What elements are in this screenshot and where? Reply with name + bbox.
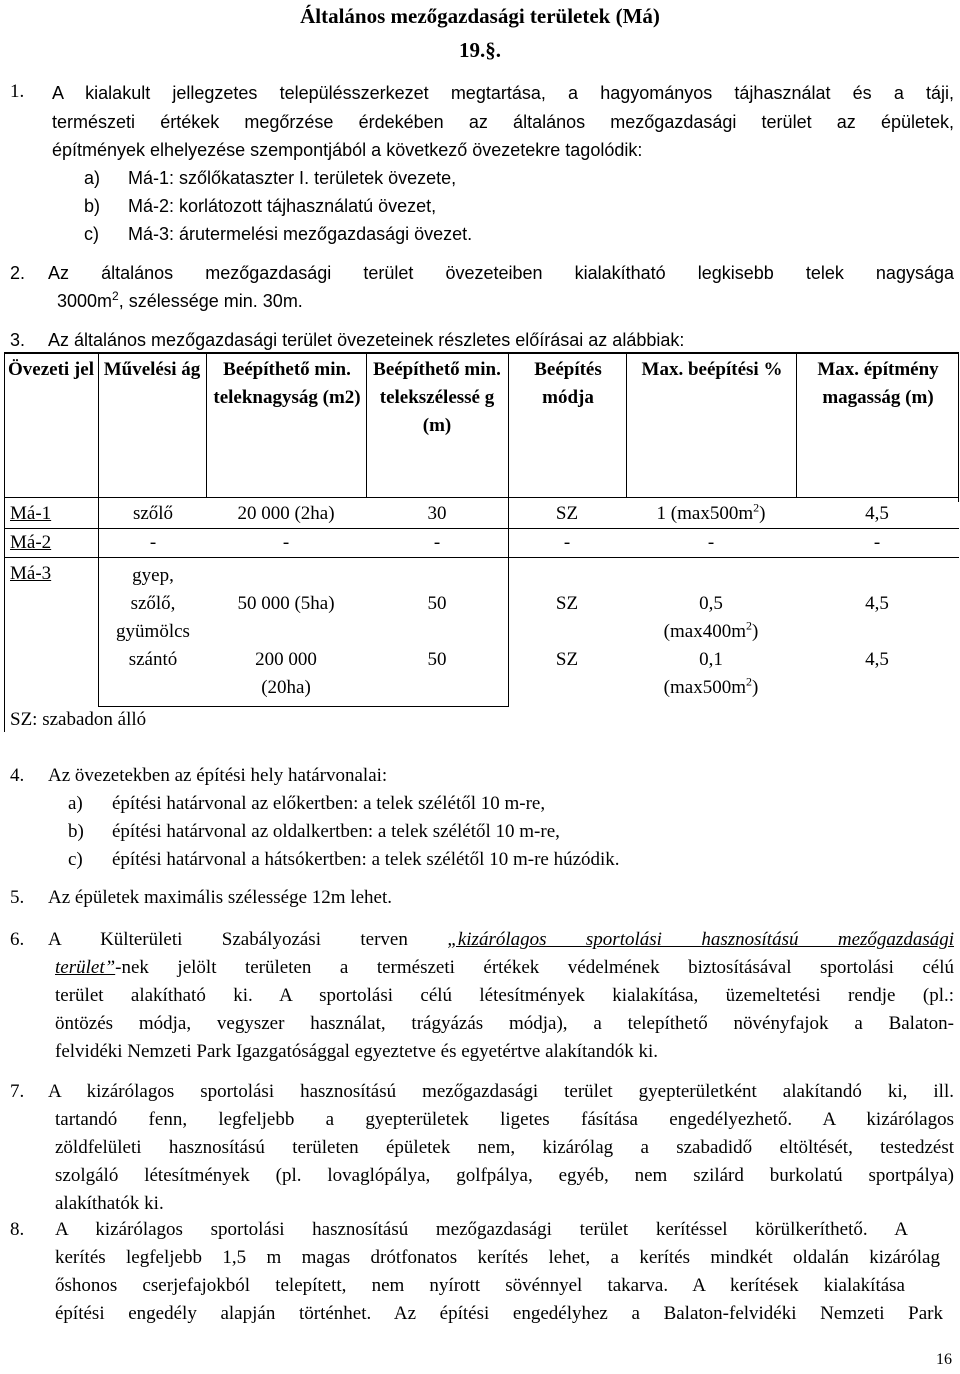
paragraph-7-number: 7. bbox=[10, 1081, 25, 1102]
cell-ma3-beepites-1-max: $(\max 400m^2)$ bbox=[663, 618, 759, 642]
paragraph-6-line-3: terület alakítható ki. A sportolási célú létesítmények kialakítása, üzemeltetési rendje (pl.: bbox=[55, 985, 954, 1006]
paragraph-3-number: 3. bbox=[10, 330, 26, 350]
cell-ma1-nagysag: 20 000 (2ha) bbox=[237, 503, 335, 524]
p4-marker-a: a) bbox=[68, 793, 83, 814]
cell-ma3-nagysag-1: 50 000 (5ha) bbox=[237, 593, 335, 614]
cell-ma2-jel: Má-2 bbox=[10, 532, 52, 553]
cell-ma3-ag-gyep: gyep, bbox=[132, 565, 174, 586]
p4-marker-c: c) bbox=[68, 849, 83, 870]
cell-ma1-beepites: 1 $(\max 500m^2)$ bbox=[656, 500, 766, 524]
paragraph-7-line-3: zöldfelületi hasznosítású területen épületek nem, kizárólag a szabadidő eltöltését, testedzést bbox=[55, 1137, 954, 1158]
paragraph-7-line-4: szolgáló létesítmények (pl. lovaglópálya, golfpálya, egyéb, nem szilárd burkolatú sportpálya) bbox=[55, 1165, 954, 1186]
paragraph-1-number: 1. bbox=[10, 81, 25, 102]
paragraph-8-line-3: őshonos cserjefajokból telepített, nem nyírott sövénnyel takarva. A kerítések kialakítása bbox=[55, 1275, 905, 1296]
paragraph-4-number: 4. bbox=[10, 765, 25, 786]
cell-ma1-ag: szőlő bbox=[132, 503, 174, 524]
list-item-ma2: Má-2: korlátozott tájhasználatú övezet, bbox=[128, 196, 437, 216]
paragraph-6-number: 6. bbox=[10, 929, 25, 950]
paragraph-1-line-3: építmények elhelyezése szempontjából a következő övezetekre tagolódik: bbox=[52, 140, 643, 160]
paragraph-6-line-1: A Külterületi Szabályozási terven „kizárólagos sportolási hasznosítású mezőgazdasági bbox=[48, 929, 954, 950]
cell-ma3-ag-gyumolcs: gyümölcs bbox=[116, 621, 190, 642]
page-title: Általános mezőgazdasági területek (Má) bbox=[300, 4, 660, 28]
paragraph-1-line-1: A kialakult jellegzetes településszerkezet megtartása, a hagyományos tájhasználat és a táji, bbox=[52, 83, 954, 103]
cell-ma3-magassag-2: 4,5 bbox=[865, 649, 889, 670]
cell-ma2-nagysag: - bbox=[282, 532, 290, 553]
paragraph-1-line-2: természeti értékek megőrzése érdekében az általános mezőgazdasági terület az épületek, bbox=[52, 112, 954, 132]
cell-ma3-mod-1: SZ bbox=[555, 593, 579, 614]
paragraph-7-line-1: A kizárólagos sportolási hasznosítású mezőgazdasági terület gyepterületként alakítandó ki, ill. bbox=[48, 1081, 954, 1102]
cell-ma3-magassag-1: 4,5 bbox=[865, 593, 889, 614]
cell-ma3-szelesseg-2: 50 bbox=[427, 649, 447, 670]
cell-ma3-beepites-2-max: $(\max 500m^2)$ bbox=[663, 674, 759, 698]
paragraph-7-line-2: tartandó fenn, legfeljebb a gyepterületek ligetes fásítása engedélyezhető. A kizárólagos bbox=[55, 1109, 954, 1130]
paragraph-8-line-4: építési engedély alapján történhet. Az építési engedélyhez a Balaton-felvidéki Nemzeti Park bbox=[55, 1303, 943, 1324]
cell-ma1-mod: SZ bbox=[555, 503, 579, 524]
cell-ma3-ag-szanto: szántó bbox=[128, 649, 178, 670]
section-number: 19.§. bbox=[459, 38, 501, 62]
cell-ma2-beepites: - bbox=[707, 532, 715, 553]
cell-ma2-mod: - bbox=[563, 532, 571, 553]
cell-ma2-szelesseg: - bbox=[433, 532, 441, 553]
paragraph-8-line-1: A kizárólagos sportolási hasznosítású mezőgazdasági terület kerítéssel körülkeríthető. A bbox=[55, 1219, 908, 1240]
paragraph-2-number: 2. bbox=[10, 263, 26, 283]
paragraph-2-line-1: Az általános mezőgazdasági terület övezeteiben kialakítható legkisebb telek nagysága bbox=[48, 263, 954, 283]
p4-item-b: építési határvonal az oldalkertben: a telek szélétől 10 m-re, bbox=[112, 821, 560, 842]
cell-ma3-szelesseg-1: 50 bbox=[427, 593, 447, 614]
cell-ma1-magassag: 4,5 bbox=[865, 503, 889, 524]
paragraph-6-line-5: felvidéki Nemzeti Park Igazgatósággal egyeztetve és egyetértve alakítandók ki. bbox=[55, 1041, 658, 1062]
cell-ma1-szelesseg: 30 bbox=[427, 503, 447, 524]
list-marker-b: b) bbox=[84, 196, 101, 216]
cell-ma3-beepites-1: 0,5 bbox=[699, 593, 723, 614]
paragraph-4-text: Az övezetekben az építési hely határvonalai: bbox=[48, 765, 388, 786]
list-item-ma1: Má-1: szőlőkataszter I. területek övezete, bbox=[128, 168, 457, 188]
cell-ma2-magassag: - bbox=[873, 532, 881, 553]
p4-marker-b: b) bbox=[68, 821, 84, 842]
paragraph-2-line-2: $3000m^2$, szélessége min. 30m. bbox=[57, 289, 303, 311]
p4-item-c: építési határvonal a hátsókertben: a telek szélétől 10 m-re húzódik. bbox=[112, 849, 620, 870]
paragraph-7-line-5: alakíthatók ki. bbox=[55, 1193, 164, 1214]
header-ovezeti-jel: Övezeti jel bbox=[8, 359, 94, 380]
paragraph-3-text: Az általános mezőgazdasági terület övezeteinek részletes előírásai az alábbiak: bbox=[48, 330, 685, 350]
cell-ma3-jel: Má-3 bbox=[10, 563, 52, 584]
paragraph-8-line-2: kerítés legfeljebb 1,5 m magas drótfonatos kerítés lehet, a kerítés mindkét oldalán kizárólag bbox=[55, 1247, 940, 1268]
header-max-magassag: Max. építmény magasság (m) bbox=[817, 359, 939, 408]
cell-ma3-nagysag-2-ha: (20ha) bbox=[261, 677, 311, 698]
paragraph-5-number: 5. bbox=[10, 887, 25, 908]
page-number: 16 bbox=[936, 1351, 952, 1368]
cell-ma2-ag: - bbox=[149, 532, 157, 553]
paragraph-8-number: 8. bbox=[10, 1219, 25, 1240]
paragraph-5-text: Az épületek maximális szélessége 12m lehet. bbox=[48, 887, 392, 908]
paragraph-6-line-2: terület”-nek jelölt területen a természeti értékek védelmének biztosításával sportolási célú bbox=[55, 957, 954, 978]
header-muvelesi-ag: Művelési ág bbox=[103, 359, 201, 380]
header-teleknagysag: Beépíthető min. teleknagyság (m2) bbox=[213, 359, 361, 408]
list-marker-c: c) bbox=[84, 224, 99, 244]
table-footnote: SZ: szabadon álló bbox=[10, 709, 147, 730]
cell-ma3-beepites-2: 0,1 bbox=[699, 649, 723, 670]
paragraph-6-line-4: öntözés módja, vegyszer használat, trágyázás módja), a telepíthető növényfajok a Balaton- bbox=[55, 1013, 954, 1034]
header-beepites-modja: Beépítés módja bbox=[534, 359, 602, 408]
header-max-beepites: Max. beépítési % bbox=[641, 359, 783, 380]
cell-ma3-nagysag-2: 200 000 bbox=[255, 649, 317, 670]
cell-ma3-ag-szolo: szőlő, bbox=[130, 593, 176, 614]
list-marker-a: a) bbox=[84, 168, 101, 188]
cell-ma1-jel: Má-1 bbox=[10, 503, 52, 524]
header-telekszelesseg: Beépíthető min. telekszélessé g (m) bbox=[373, 359, 501, 436]
list-item-ma3: Má-3: árutermelési mezőgazdasági övezet. bbox=[128, 224, 473, 244]
p4-item-a: építési határvonal az előkertben: a telek szélétől 10 m-re, bbox=[112, 793, 546, 814]
cell-ma3-mod-2: SZ bbox=[555, 649, 579, 670]
